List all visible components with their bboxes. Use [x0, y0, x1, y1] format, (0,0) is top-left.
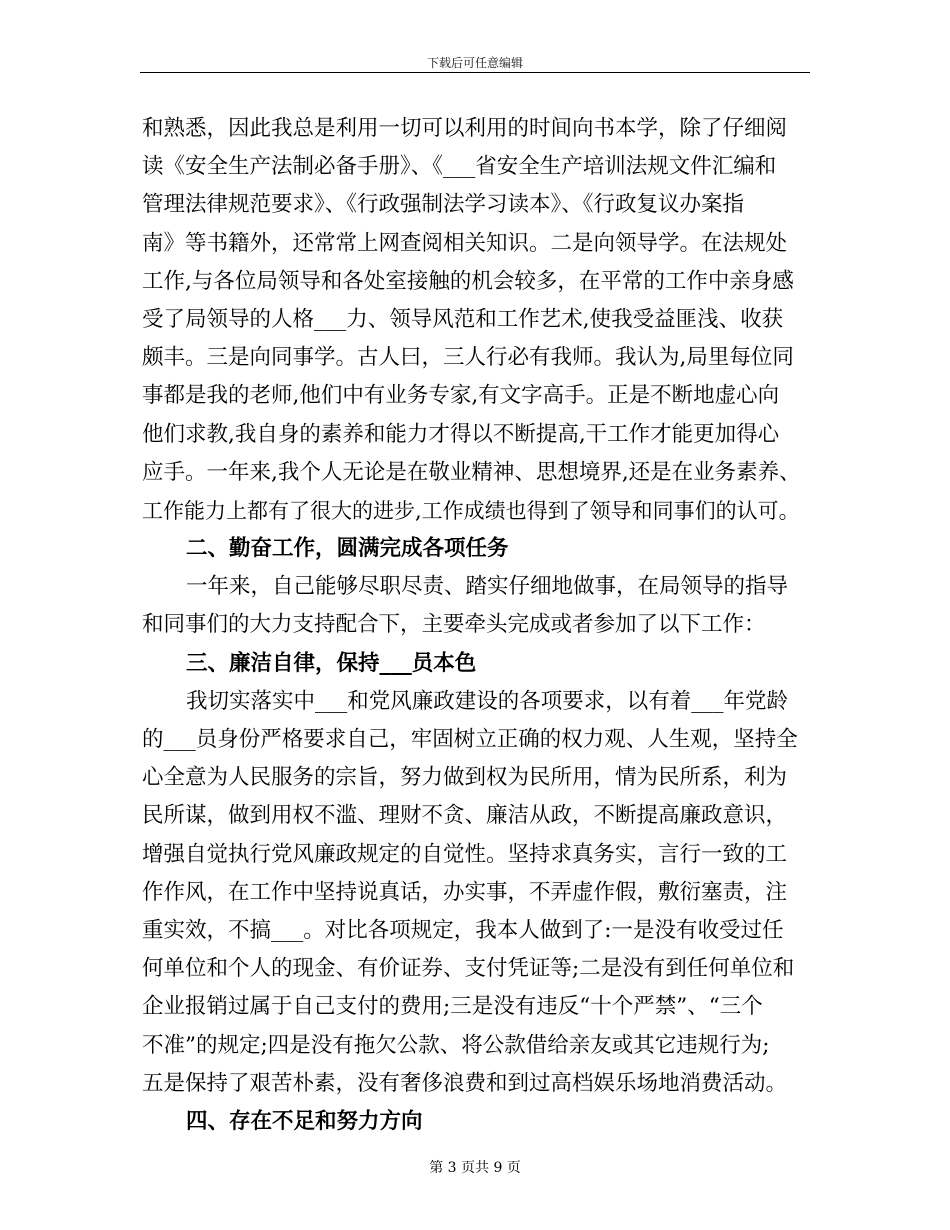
- paragraph-line: 民所谋，做到用权不滥、理财不贪、廉洁从政，不断提高廉政意识，: [142, 803, 788, 829]
- paragraph-line: 的___员身份严格要求自己，牢固树立正确的权力观、人生观，坚持全: [142, 727, 798, 752]
- section-heading: 二、勤奋工作，圆满完成各项任务: [186, 536, 509, 562]
- paragraph-line: 南》等书籍外，还常常上网查阅相关知识。二是向领导学。在法规处: [142, 230, 788, 256]
- section-heading: 四、存在不足和努力方向: [186, 1108, 423, 1134]
- page-footer: 第 3 页共 9 页: [429, 1160, 521, 1176]
- paragraph-line: 工作,与各位局领导和各处室接触的机会较多，在平常的工作中亲身感: [142, 268, 794, 294]
- paragraph-line: 和同事们的大力支持配合下，主要牵头完成或者参加了以下工作：: [142, 612, 766, 638]
- header-divider: [140, 72, 810, 73]
- paragraph-line: 管理法律规范要求》、《行政强制法学习读本》、《行政复议办案指: [142, 192, 745, 218]
- paragraph-line: 和熟悉，因此我总是利用一切可以利用的时间向书本学，除了仔细阅: [142, 116, 788, 141]
- paragraph-line: 受了局领导的人格___力、领导风范和工作艺术,使我受益匪浅、收获: [142, 306, 784, 332]
- paragraph-line: 工作能力上都有了很大的进步,工作成绩也得到了领导和同事们的认可。: [142, 498, 800, 523]
- paragraph-line: 增强自觉执行党风廉政规定的自觉性。坚持求真务实，言行一致的工: [142, 841, 788, 867]
- paragraph-line: 重实效，不搞___。对比各项规定，我本人做到了:一是没有收受过任: [142, 917, 784, 943]
- paragraph-line: 颇丰。三是向同事学。古人曰，三人行必有我师。我认为,局里每位同: [142, 345, 794, 371]
- paragraph-line: 心全意为人民服务的宗旨，努力做到权为民所用，情为民所系，利为: [142, 765, 788, 791]
- paragraph-line: 企业报销过属于自己支付的费用;三是没有违反“十个严禁”、“三个: [142, 994, 763, 1020]
- paragraph-line: 事都是我的老师,他们中有业务专家,有文字高手。正是不断地虚心向: [142, 383, 780, 409]
- paragraph-line: 他们求教,我自身的素养和能力才得以不断提高,干工作才能更加得心: [142, 421, 780, 447]
- document-body: [142, 110, 814, 1141]
- paragraph-line: 一年来，自己能够尽职尽责、踏实仔细地做事，在局领导的指导: [186, 574, 789, 600]
- paragraph-line: 何单位和个人的现金、有价证券、支付凭证等;二是没有到任何单位和: [142, 956, 795, 982]
- paragraph-line: 应手。一年来,我个人无论是在敬业精神、思想境界,还是在业务素养、: [142, 459, 801, 485]
- paragraph-line: 作作风，在工作中坚持说真话，办实事，不弄虚作假，敷衍塞责，注: [142, 879, 788, 905]
- paragraph-line: 不准”的规定;四是没有拖欠公款、将公款借给亲友或其它违规行为;: [142, 1032, 770, 1058]
- paragraph-line: 我切实落实中___和党风廉政建设的各项要求，以有着___年党龄: [186, 688, 789, 714]
- page-header: 下载后可任意编辑: [426, 56, 523, 70]
- paragraph-line: 读《安全生产法制必备手册》、《___省安全生产培训法规文件汇编和: [142, 154, 777, 180]
- section-heading: 三、廉洁自律，保持___员本色: [186, 650, 477, 676]
- paragraph-line: 五是保持了艰苦朴素，没有奢侈浪费和到过高档娱乐场地消费活动。: [142, 1070, 788, 1096]
